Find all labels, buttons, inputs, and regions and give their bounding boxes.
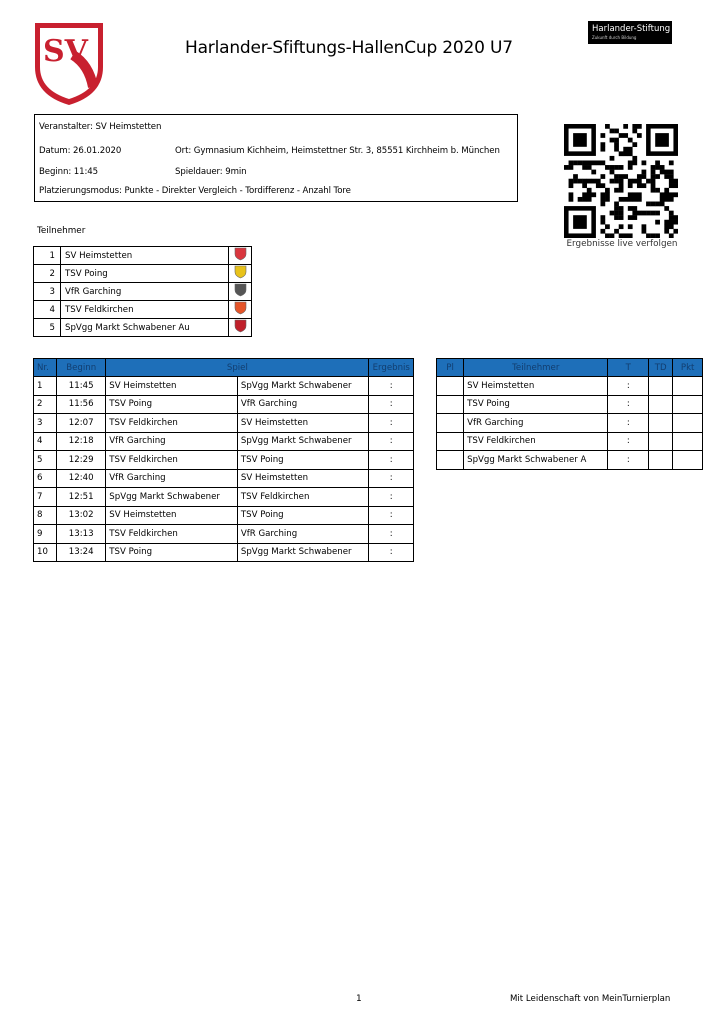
standings-team: VfR Garching xyxy=(464,414,608,433)
game-start: 12:07 xyxy=(57,414,106,433)
game-result: : xyxy=(369,414,414,433)
game-row xyxy=(34,506,414,525)
participant-name: TSV Feldkirchen xyxy=(61,301,229,319)
game-start: 13:02 xyxy=(57,506,106,525)
col-place: Pl xyxy=(437,359,464,377)
game-start: 13:13 xyxy=(57,525,106,544)
participant-name: TSV Poing xyxy=(61,265,229,283)
col-goals: T xyxy=(608,359,649,377)
game-home-team: SpVgg Markt Schwabener xyxy=(106,488,238,507)
game-start: 12:29 xyxy=(57,451,106,470)
game-row xyxy=(34,414,414,433)
standings-goals: : xyxy=(608,432,649,451)
game-away-team: VfR Garching xyxy=(237,525,369,544)
game-home-team: TSV Feldkirchen xyxy=(106,451,238,470)
participant-name: SV Heimstetten xyxy=(61,247,229,265)
game-row xyxy=(34,469,414,488)
game-number: 9 xyxy=(34,525,57,544)
game-number: 4 xyxy=(34,432,57,451)
spvgg-markt-schwabener-au-crest xyxy=(229,319,252,337)
standings-goal-diff xyxy=(649,451,673,470)
game-home-team: TSV Poing xyxy=(106,543,238,562)
game-away-team: TSV Poing xyxy=(237,451,369,470)
standings-goal-diff xyxy=(649,377,673,396)
participant-row xyxy=(34,319,252,337)
standings-goals: : xyxy=(608,414,649,433)
location-text: Ort: Gymnasium Kichheim, Heimstettner Str. 3, 85551 Kirchheim b. München xyxy=(175,146,500,156)
game-start: 11:56 xyxy=(57,395,106,414)
game-number: 1 xyxy=(34,377,57,396)
col-start: Beginn xyxy=(57,359,106,377)
game-result: : xyxy=(369,506,414,525)
game-number: 2 xyxy=(34,395,57,414)
game-row xyxy=(34,488,414,507)
game-number: 8 xyxy=(34,506,57,525)
game-away-team: SpVgg Markt Schwabener xyxy=(237,543,369,562)
col-result: Ergebnis xyxy=(369,359,414,377)
game-away-team: SpVgg Markt Schwabener xyxy=(237,377,369,396)
col-nr: Nr. xyxy=(34,359,57,377)
standings-place xyxy=(437,451,464,470)
game-start: 11:45 xyxy=(57,377,106,396)
standings-points xyxy=(673,377,703,396)
participant-number: 3 xyxy=(34,283,61,301)
game-start: 12:40 xyxy=(57,469,106,488)
club-logo xyxy=(33,21,105,107)
game-home-team: TSV Poing xyxy=(106,395,238,414)
participant-name: VfR Garching xyxy=(61,283,229,301)
game-result: : xyxy=(369,469,414,488)
game-number: 5 xyxy=(34,451,57,470)
game-away-team: SV Heimstetten xyxy=(237,414,369,433)
standings-row xyxy=(437,432,703,451)
tsv-poing-crest xyxy=(229,265,252,283)
games-table xyxy=(33,358,414,562)
participant-number: 2 xyxy=(34,265,61,283)
game-row xyxy=(34,377,414,396)
sponsor-logo: Harlander-Stiftung Zukunft durch Bildung xyxy=(588,21,672,44)
game-start: 12:51 xyxy=(57,488,106,507)
standings-place xyxy=(437,432,464,451)
qr-code[interactable] xyxy=(564,124,678,238)
game-number: 6 xyxy=(34,469,57,488)
sv-heimstetten-crest xyxy=(229,247,252,265)
standings-table xyxy=(436,358,703,470)
col-goal-diff: TD xyxy=(649,359,673,377)
game-result: : xyxy=(369,525,414,544)
participant-row xyxy=(34,247,252,265)
game-row xyxy=(34,395,414,414)
game-start: 13:24 xyxy=(57,543,106,562)
page-number: 1 xyxy=(356,994,362,1004)
standings-goal-diff xyxy=(649,395,673,414)
game-home-team: TSV Feldkirchen xyxy=(106,525,238,544)
game-row xyxy=(34,525,414,544)
participant-number: 5 xyxy=(34,319,61,337)
standings-points xyxy=(673,451,703,470)
game-home-team: VfR Garching xyxy=(106,469,238,488)
standings-goals: : xyxy=(608,451,649,470)
game-row xyxy=(34,451,414,470)
col-team: Teilnehmer xyxy=(464,359,608,377)
standings-place xyxy=(437,377,464,396)
game-result: : xyxy=(369,432,414,451)
game-row xyxy=(34,543,414,562)
col-match: Spiel xyxy=(106,359,369,377)
game-result: : xyxy=(369,543,414,562)
participant-number: 1 xyxy=(34,247,61,265)
game-home-team: TSV Feldkirchen xyxy=(106,414,238,433)
standings-goal-diff xyxy=(649,414,673,433)
standings-goal-diff xyxy=(649,432,673,451)
participants-table xyxy=(33,246,252,337)
qr-label: Ergebnisse live verfolgen xyxy=(566,239,678,249)
standings-place xyxy=(437,395,464,414)
game-away-team: SV Heimstetten xyxy=(237,469,369,488)
standings-goals: : xyxy=(608,377,649,396)
standings-row xyxy=(437,395,703,414)
game-result: : xyxy=(369,377,414,396)
game-result: : xyxy=(369,451,414,470)
participant-number: 4 xyxy=(34,301,61,319)
standings-points xyxy=(673,432,703,451)
game-start: 12:18 xyxy=(57,432,106,451)
standings-row xyxy=(437,451,703,470)
footer-credit: Mit Leidenschaft von MeinTurnierplan xyxy=(510,994,671,1004)
standings-points xyxy=(673,414,703,433)
participant-row xyxy=(34,283,252,301)
standings-team: TSV Feldkirchen xyxy=(464,432,608,451)
game-number: 10 xyxy=(34,543,57,562)
standings-place xyxy=(437,414,464,433)
standings-points xyxy=(673,395,703,414)
participant-name: SpVgg Markt Schwabener Au xyxy=(61,319,229,337)
page-title: Harlander-Sfiftungs-HallenCup 2020 U7 xyxy=(185,38,513,58)
standings-team: SV Heimstetten xyxy=(464,377,608,396)
standings-row xyxy=(437,414,703,433)
game-home-team: VfR Garching xyxy=(106,432,238,451)
standings-goals: : xyxy=(608,395,649,414)
participant-row xyxy=(34,301,252,319)
standings-team: SpVgg Markt Schwabener A xyxy=(464,451,608,470)
tournament-info-box xyxy=(34,114,518,202)
vfr-garching-crest xyxy=(229,283,252,301)
game-home-team: SV Heimstetten xyxy=(106,377,238,396)
game-away-team: SpVgg Markt Schwabener xyxy=(237,432,369,451)
participants-title: Teilnehmer xyxy=(37,226,86,236)
game-number: 7 xyxy=(34,488,57,507)
game-result: : xyxy=(369,488,414,507)
date-text: Datum: 26.01.2020 xyxy=(39,146,122,156)
organizer-text: Veranstalter: SV Heimstetten xyxy=(39,122,162,132)
duration-text: Spieldauer: 9min xyxy=(175,167,247,177)
ranking-mode-text: Platzierungsmodus: Punkte - Direkter Vergleich - Tordifferenz - Anzahl Tore xyxy=(39,186,351,196)
game-number: 3 xyxy=(34,414,57,433)
standings-row xyxy=(437,377,703,396)
game-away-team: VfR Garching xyxy=(237,395,369,414)
tsv-feldkirchen-crest xyxy=(229,301,252,319)
game-result: : xyxy=(369,395,414,414)
game-home-team: SV Heimstetten xyxy=(106,506,238,525)
game-away-team: TSV Poing xyxy=(237,506,369,525)
col-points: Pkt xyxy=(673,359,703,377)
game-away-team: TSV Feldkirchen xyxy=(237,488,369,507)
game-row xyxy=(34,432,414,451)
standings-team: TSV Poing xyxy=(464,395,608,414)
participant-row xyxy=(34,265,252,283)
start-time-text: Beginn: 11:45 xyxy=(39,167,99,177)
svg-text:SV: SV xyxy=(43,34,88,69)
